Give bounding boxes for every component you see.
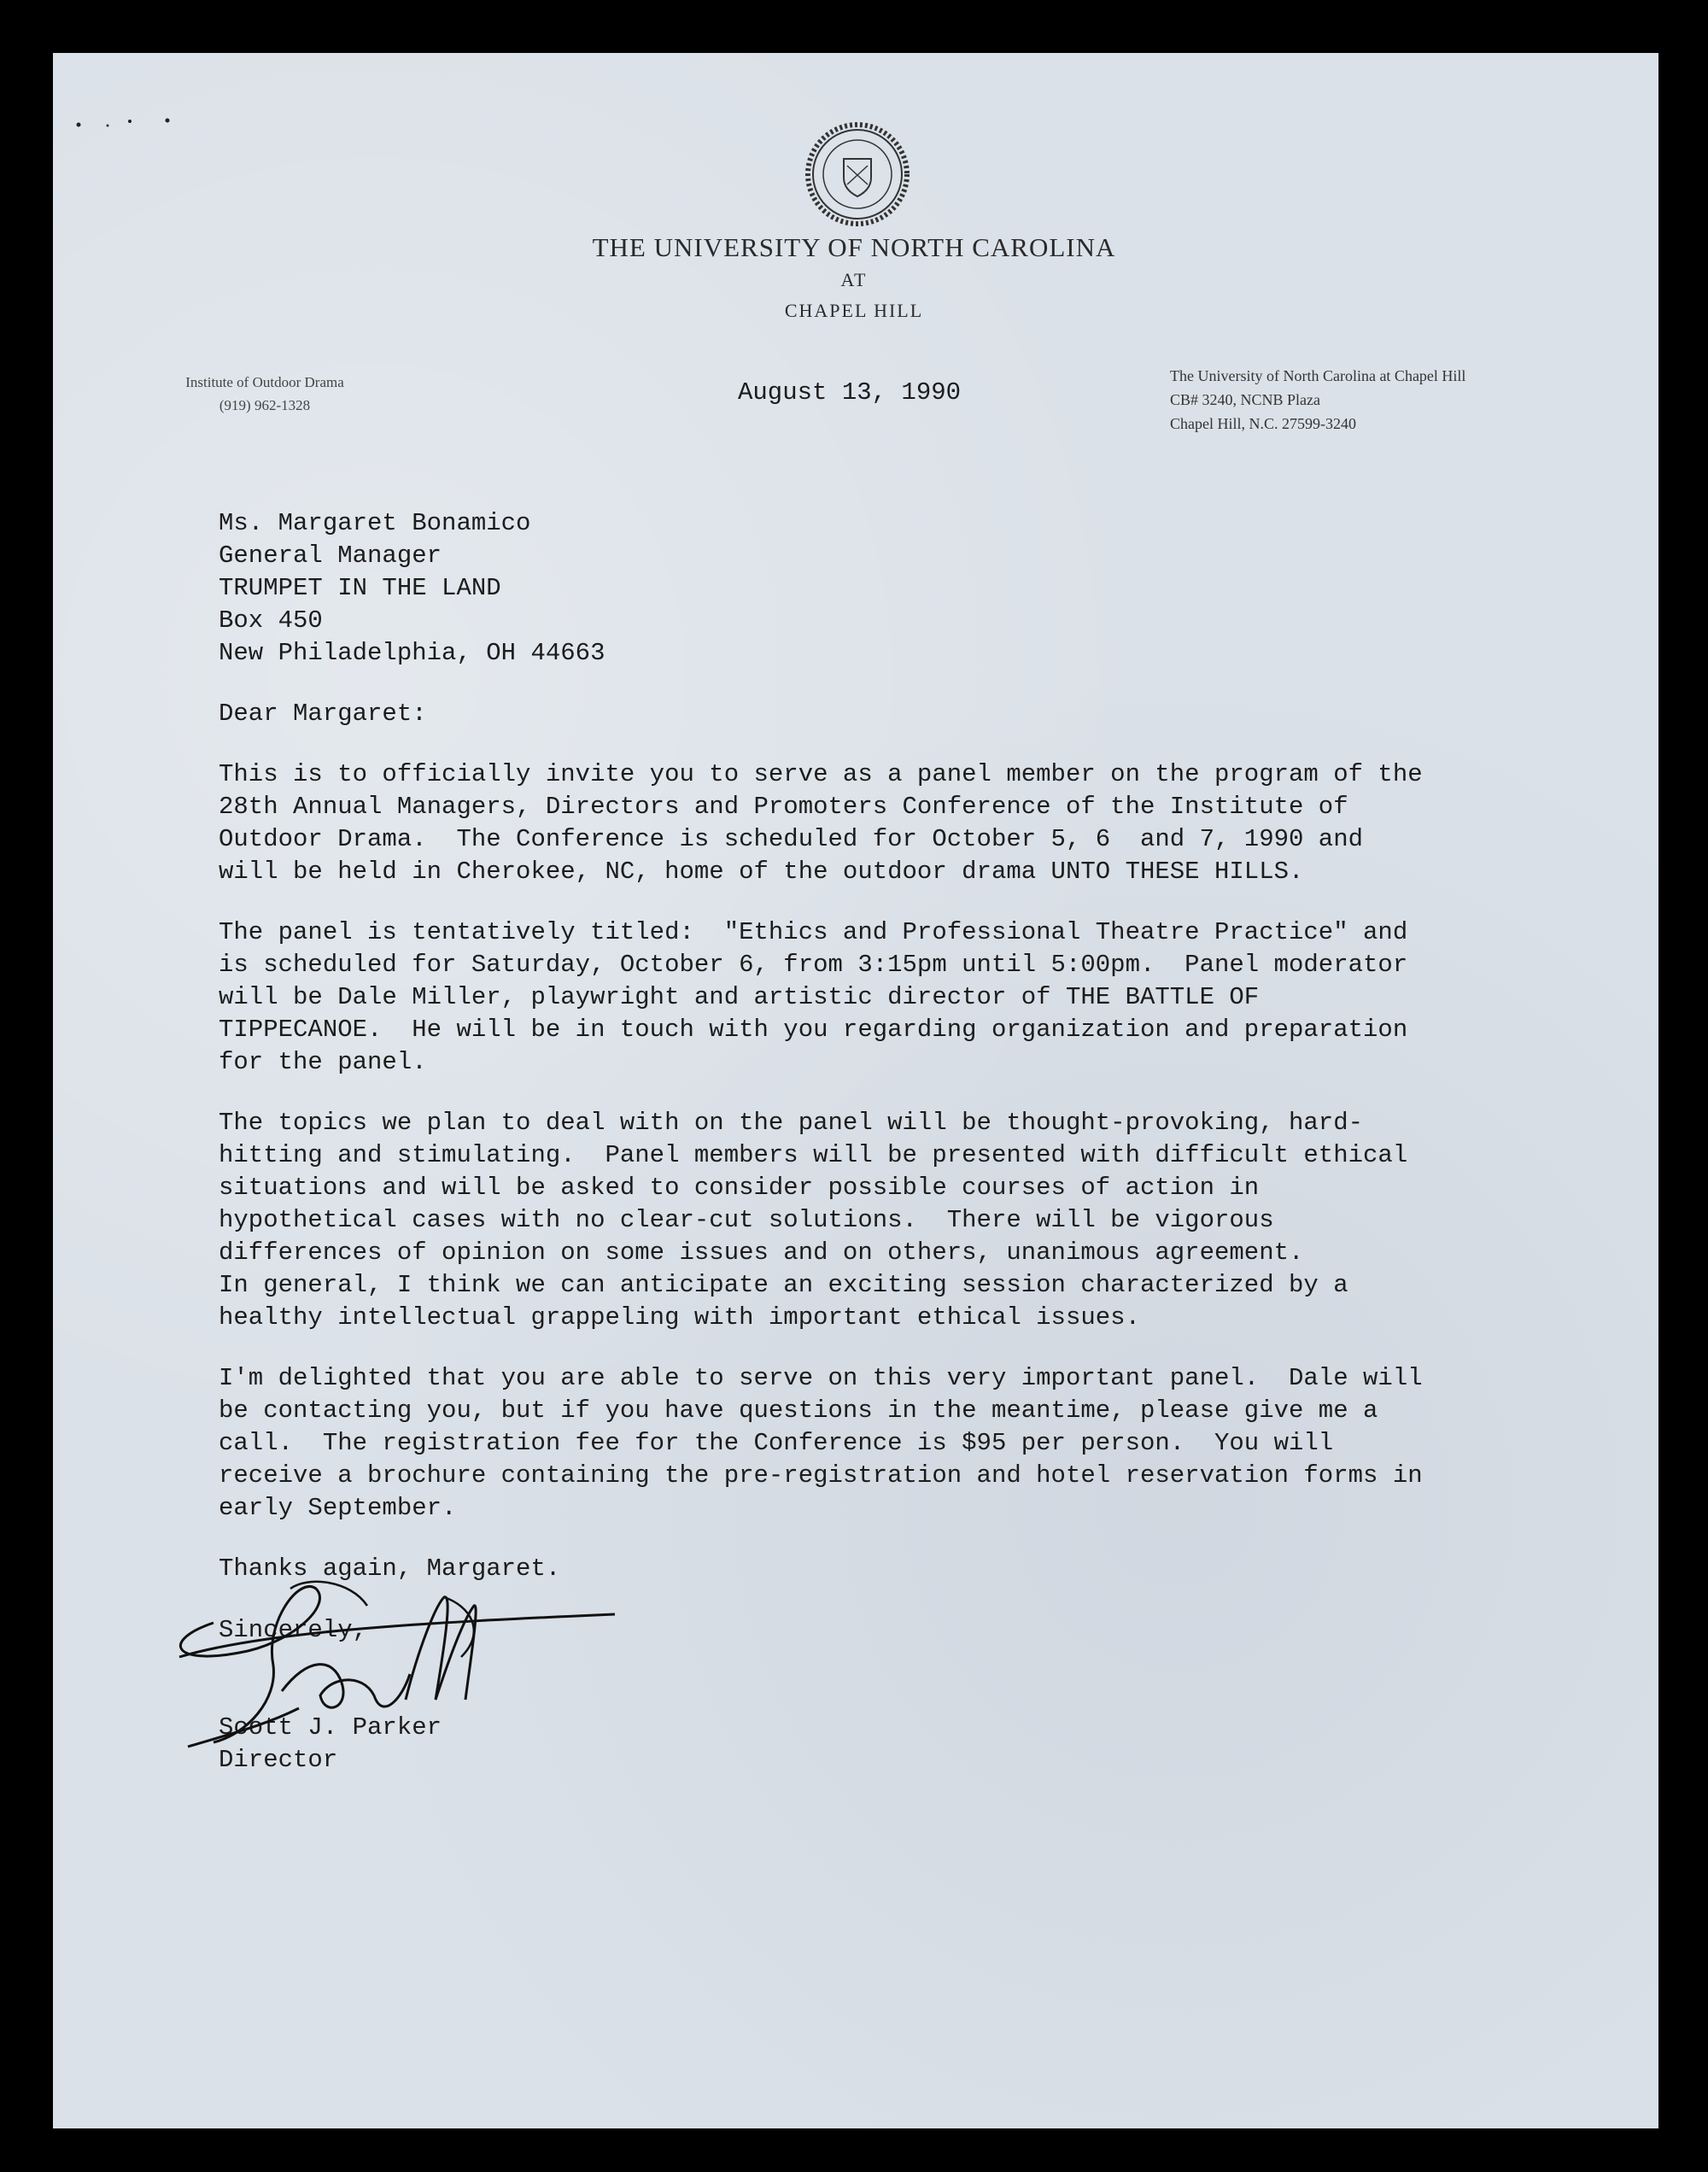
paragraph-line: situations and will be asked to consider possible courses of action in [219,1174,1260,1202]
paragraph-line: is scheduled for Saturday, October 6, from 3:15pm until 5:00pm. Panel moderator [219,951,1408,979]
recipient-line: New Philadelphia, OH 44663 [219,639,605,667]
recipient-line: Box 450 [219,606,323,635]
department-phone: (919) 962-1328 [219,397,311,413]
letterhead-title-block [512,231,1196,326]
signer-name: Scott J. Parker [219,1713,442,1742]
paragraph-line: This is to officially invite you to serve as a panel member on the program of the [219,760,1423,788]
university-seal-icon [804,121,910,227]
paper-specks [73,116,176,133]
department-name: Institute of Outdoor Drama [185,374,344,390]
paragraph-line: will be held in Cherokee, NC, home of the outdoor drama UNTO THESE HILLS. [219,858,1304,886]
address-line: CB# 3240, NCNB Plaza [1170,391,1321,408]
address-block [1170,364,1614,436]
paragraph-panel-details [219,916,1551,1079]
paragraph-topics [219,1107,1551,1334]
recipient-line: TRUMPET IN THE LAND [219,574,501,602]
letterhead-at: AT [840,269,868,290]
campus-name: CHAPEL HILL [784,300,924,321]
recipient-block [219,507,1551,670]
university-name: THE UNIVERSITY OF NORTH CAROLINA [592,232,1116,262]
recipient-line: Ms. Margaret Bonamico [219,509,531,537]
signer-title: Director [219,1746,338,1774]
paragraph-line: for the panel. [219,1048,427,1076]
closing: Sincerely, [219,1616,368,1644]
paragraph-line: In general, I think we can anticipate an exciting session characterized by a [219,1271,1348,1299]
paragraph-line: The topics we plan to deal with on the panel will be thought-provoking, hard- [219,1109,1364,1137]
letter-date: August 13, 1990 [738,378,962,407]
paragraph-line: call. The registration fee for the Conference is $95 per person. You will [219,1429,1334,1457]
paragraph-line: healthy intellectual grappeling with important ethical issues. [219,1303,1140,1332]
paragraph-line: receive a brochure containing the pre-registration and hotel reservation forms in [219,1461,1423,1490]
paragraph-line: differences of opinion on some issues and on others, unanimous agreement. [219,1238,1304,1267]
address-line: The University of North Carolina at Chapel Hill [1170,367,1466,384]
paragraph-line: 28th Annual Managers, Directors and Promoters Conference of the Institute of [219,793,1348,821]
paragraph-invitation [219,758,1551,888]
paragraph-line: be contacting you, but if you have questions in the meantime, please give me a [219,1396,1378,1425]
recipient-line: General Manager [219,542,442,570]
closing-thanks: Thanks again, Margaret. [219,1554,561,1583]
paragraph-line: I'm delighted that you are able to serve on this very important panel. Dale will [219,1364,1423,1392]
salutation: Dear Margaret: [219,700,427,728]
paragraph-line: early September. [219,1494,457,1522]
paragraph-line: hitting and stimulating. Panel members will be presented with difficult ethical [219,1141,1408,1169]
paragraph-line: will be Dale Miller, playwright and artistic director of THE BATTLE OF [219,983,1260,1011]
paragraph-logistics [219,1362,1551,1525]
paragraph-line: The panel is tentatively titled: "Ethics and Professional Theatre Practice" and [219,918,1408,946]
paragraph-line: Outdoor Drama. The Conference is scheduled for October 5, 6 and 7, 1990 and [219,825,1364,853]
address-line: Chapel Hill, N.C. 27599-3240 [1170,415,1356,432]
signature-icon [162,1572,640,1777]
paragraph-line: hypothetical cases with no clear-cut solutions. There will be vigorous [219,1206,1274,1234]
department-block [128,371,401,417]
paragraph-line: TIPPECANOE. He will be in touch with you regarding organization and preparation [219,1016,1408,1044]
